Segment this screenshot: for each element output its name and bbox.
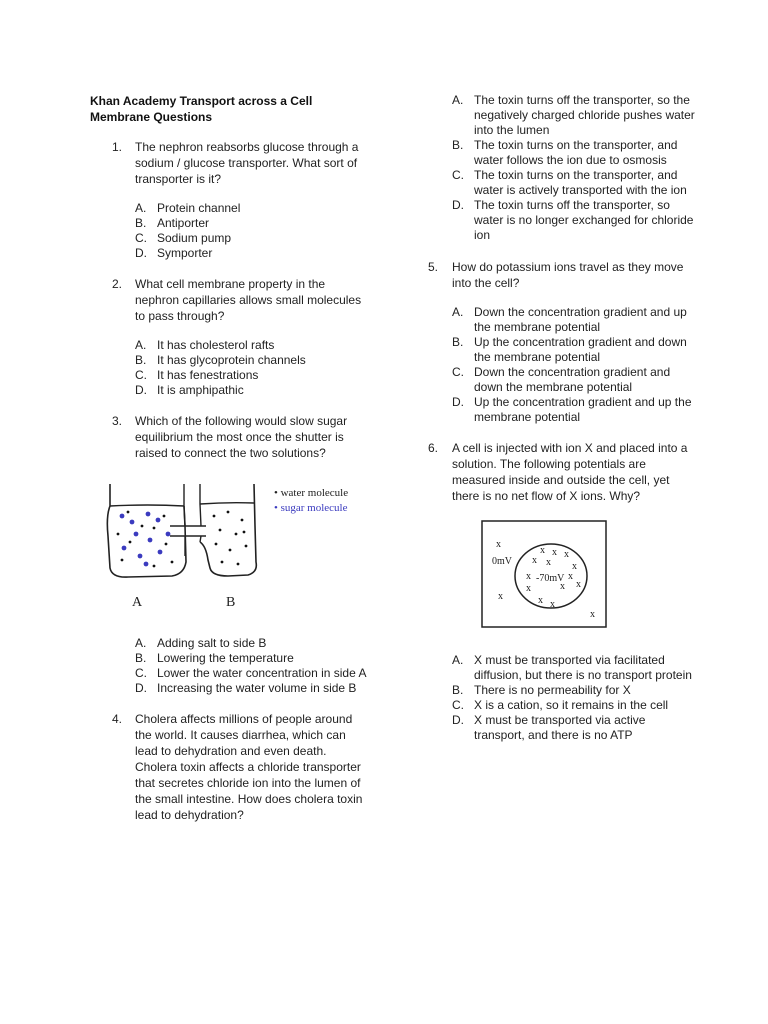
- answer-options: [135, 201, 370, 261]
- option-text: Protein channel: [157, 201, 241, 215]
- question-3-options: [90, 636, 370, 696]
- answer-option[interactable]: [135, 636, 370, 651]
- option-letter: C.: [452, 168, 464, 182]
- water-molecule: [221, 561, 224, 564]
- option-text: Increasing the water volume in side B: [157, 681, 357, 695]
- question-number: 3.: [112, 414, 123, 428]
- option-text: Symporter: [157, 246, 213, 260]
- option-letter: B.: [135, 216, 147, 230]
- answer-option[interactable]: [135, 246, 370, 261]
- answer-option[interactable]: [135, 201, 370, 216]
- water-molecule: [141, 525, 144, 528]
- ion-x-marker: x: [546, 557, 551, 568]
- question-number: 2.: [112, 277, 123, 291]
- question-text: Cholera affects millions of people around the world. It causes diarrhea, which can lead to dehydration and even death. Cholera toxin affects a chloride transporter that secretes chloride ion into the lumen of the small intestine. How does cholera toxin lead to dehydration?: [135, 712, 363, 822]
- option-text: There is no permeability for X: [474, 683, 631, 697]
- answer-option[interactable]: [135, 338, 370, 353]
- option-letter: D.: [452, 713, 464, 727]
- question-number: 1.: [112, 140, 123, 154]
- option-text: It has glycoprotein channels: [157, 353, 306, 367]
- question-1: [90, 139, 370, 261]
- sugar-molecule: [134, 532, 139, 537]
- option-text: Down the concentration gradient and up the membrane potential: [474, 305, 687, 334]
- option-text: X must be transported via facilitated diffusion, but there is no transport protein: [474, 653, 692, 682]
- cell-potential-diagram: [480, 519, 610, 631]
- water-molecule: [127, 511, 130, 514]
- sugar-molecule: [146, 512, 151, 517]
- water-molecule: [153, 565, 156, 568]
- water-molecule: [163, 515, 166, 518]
- ion-x-marker: x: [540, 545, 545, 556]
- ion-x-marker: x: [526, 571, 531, 582]
- question-text: What cell membrane property in the nephron capillaries allows small molecules to pass through?: [135, 277, 362, 323]
- ion-x-marker: x: [496, 539, 501, 550]
- answer-options: [135, 636, 370, 696]
- option-letter: A.: [452, 653, 464, 667]
- option-letter: B.: [135, 353, 147, 367]
- shutter: [170, 484, 206, 556]
- option-text: X must be transported via active transport, and there is no ATP: [474, 713, 646, 742]
- answer-option[interactable]: [452, 335, 698, 365]
- molecule-dots: [117, 511, 248, 568]
- answer-option[interactable]: [452, 395, 698, 425]
- option-letter: B.: [452, 335, 464, 349]
- option-text: Adding salt to side B: [157, 636, 267, 650]
- answer-option[interactable]: [135, 383, 370, 398]
- water-molecule: [165, 543, 168, 546]
- legend-water: • water molecule: [274, 487, 349, 499]
- answer-option[interactable]: [452, 93, 698, 138]
- answer-option[interactable]: [452, 168, 698, 198]
- question-number: 4.: [112, 712, 123, 726]
- question-6: [428, 440, 698, 504]
- answer-option[interactable]: [452, 305, 698, 335]
- option-letter: D.: [452, 395, 464, 409]
- answer-option[interactable]: [452, 138, 698, 168]
- water-molecule: [227, 511, 230, 514]
- option-letter: D.: [135, 246, 147, 260]
- ion-x-marker: x: [568, 571, 573, 582]
- answer-options: [452, 305, 698, 425]
- answer-option[interactable]: [135, 368, 370, 383]
- answer-option[interactable]: [452, 683, 698, 698]
- water-molecule: [235, 533, 238, 536]
- answer-option[interactable]: [135, 666, 370, 681]
- answer-option[interactable]: [452, 365, 698, 395]
- water-molecule: [171, 561, 174, 564]
- ion-x-marker: x: [564, 549, 569, 560]
- sugar-molecule: [158, 550, 163, 555]
- answer-option[interactable]: [452, 653, 698, 683]
- option-letter: C.: [452, 698, 464, 712]
- ion-x-marker: x: [498, 591, 503, 602]
- question-text: The nephron reabsorbs glucose through a sodium / glucose transporter. What sort of transporter is it?: [135, 140, 359, 186]
- option-text: Sodium pump: [157, 231, 232, 245]
- water-surface-b: [200, 503, 254, 504]
- answer-option[interactable]: [452, 713, 698, 743]
- water-molecule: [243, 531, 246, 534]
- ion-x-marker: x: [538, 595, 543, 606]
- option-letter: B.: [452, 683, 464, 697]
- water-molecule: [129, 541, 132, 544]
- sugar-molecule: [166, 532, 171, 537]
- answer-option[interactable]: [135, 651, 370, 666]
- answer-options: [135, 338, 370, 398]
- question-3: [90, 413, 370, 461]
- option-letter: D.: [135, 681, 147, 695]
- answer-option[interactable]: [135, 353, 370, 368]
- option-text: Lowering the temperature: [157, 651, 294, 665]
- option-letter: A.: [135, 338, 147, 352]
- question-number: 5.: [428, 260, 439, 274]
- water-surface-a: [110, 505, 184, 506]
- ion-x-marker: x: [560, 581, 565, 592]
- sugar-molecule: [122, 546, 127, 551]
- question-2: [90, 276, 370, 398]
- option-text: Lower the water concentration in side A: [157, 666, 367, 680]
- option-text: It has cholesterol rafts: [157, 338, 275, 352]
- question-4: [90, 711, 370, 823]
- option-letter: C.: [135, 231, 147, 245]
- beaker-diagram: [88, 476, 368, 616]
- ion-x-marker: x: [550, 599, 555, 610]
- sugar-molecule: [138, 554, 143, 559]
- question-4-options: [452, 93, 698, 243]
- ion-x-marker: x: [590, 609, 595, 620]
- option-text: The toxin turns on the transporter, and water is actively transported with the ion: [474, 168, 687, 197]
- question-text: A cell is injected with ion X and placed into a solution. The following potentials are measured inside and outside the cell, yet there is no net flow of X ions. Why?: [452, 441, 688, 503]
- option-letter: C.: [135, 666, 147, 680]
- option-text: Up the concentration gradient and up the membrane potential: [474, 395, 692, 424]
- answer-option[interactable]: [135, 681, 370, 696]
- sugar-molecule: [148, 538, 153, 543]
- sugar-molecule: [130, 520, 135, 525]
- option-text: It is amphipathic: [157, 383, 244, 397]
- beaker-side-b: [200, 484, 256, 576]
- question-6-options: [452, 653, 698, 743]
- answer-option[interactable]: [452, 198, 698, 243]
- option-letter: C.: [135, 368, 147, 382]
- ion-x-marker: x: [572, 561, 577, 572]
- option-letter: C.: [452, 365, 464, 379]
- option-letter: D.: [135, 383, 147, 397]
- label-side-a: A: [132, 595, 143, 610]
- inside-potential: -70mV: [536, 573, 565, 584]
- ion-x-marker: x: [552, 547, 557, 558]
- answer-option[interactable]: [135, 231, 370, 246]
- answer-option[interactable]: [135, 216, 370, 231]
- ion-x-marker: x: [576, 579, 581, 590]
- water-molecule: [237, 563, 240, 566]
- option-text: X is a cation, so it remains in the cell: [474, 698, 669, 712]
- water-molecule: [229, 549, 232, 552]
- option-text: It has fenestrations: [157, 368, 259, 382]
- page-title: Khan Academy Transport across a Cell Membrane Questions: [90, 94, 313, 124]
- sugar-molecule: [144, 562, 149, 567]
- option-text: The toxin turns off the transporter, so the negatively charged chloride pushes water into the lumen: [474, 93, 695, 137]
- answer-option[interactable]: [452, 698, 698, 713]
- water-molecule: [117, 533, 120, 536]
- question-text: How do potassium ions travel as they move into the cell?: [452, 260, 684, 290]
- question-text: Which of the following would slow sugar equilibrium the most once the shutter is raised to connect the two solutions?: [135, 414, 348, 460]
- legend-sugar: • sugar molecule: [274, 502, 348, 514]
- option-text: Antiporter: [157, 216, 210, 230]
- outside-potential: 0mV: [492, 556, 512, 567]
- water-molecule: [241, 519, 244, 522]
- option-letter: D.: [452, 198, 464, 212]
- sugar-molecule: [120, 514, 125, 519]
- ion-x-marker: x: [526, 583, 531, 594]
- question-5: [428, 259, 698, 425]
- option-letter: A.: [452, 305, 464, 319]
- water-molecule: [153, 527, 156, 530]
- option-text: The toxin turns on the transporter, and water follows the ion due to osmosis: [474, 138, 678, 167]
- option-text: Down the concentration gradient and down the membrane potential: [474, 365, 671, 394]
- option-text: The toxin turns off the transporter, so water is no longer exchanged for chloride ion: [474, 198, 694, 242]
- option-letter: A.: [135, 201, 147, 215]
- option-letter: B.: [452, 138, 464, 152]
- water-molecule: [219, 529, 222, 532]
- option-text: Up the concentration gradient and down the membrane potential: [474, 335, 687, 364]
- option-letter: A.: [135, 636, 147, 650]
- water-molecule: [121, 559, 124, 562]
- water-molecule: [245, 545, 248, 548]
- ion-x-marker: x: [532, 555, 537, 566]
- water-molecule: [215, 543, 218, 546]
- water-molecule: [213, 515, 216, 518]
- option-letter: B.: [135, 651, 147, 665]
- question-number: 6.: [428, 441, 439, 455]
- left-column: [90, 93, 370, 838]
- option-letter: A.: [452, 93, 464, 107]
- sugar-molecule: [156, 518, 161, 523]
- label-side-b: B: [226, 595, 236, 610]
- right-column: [428, 93, 698, 743]
